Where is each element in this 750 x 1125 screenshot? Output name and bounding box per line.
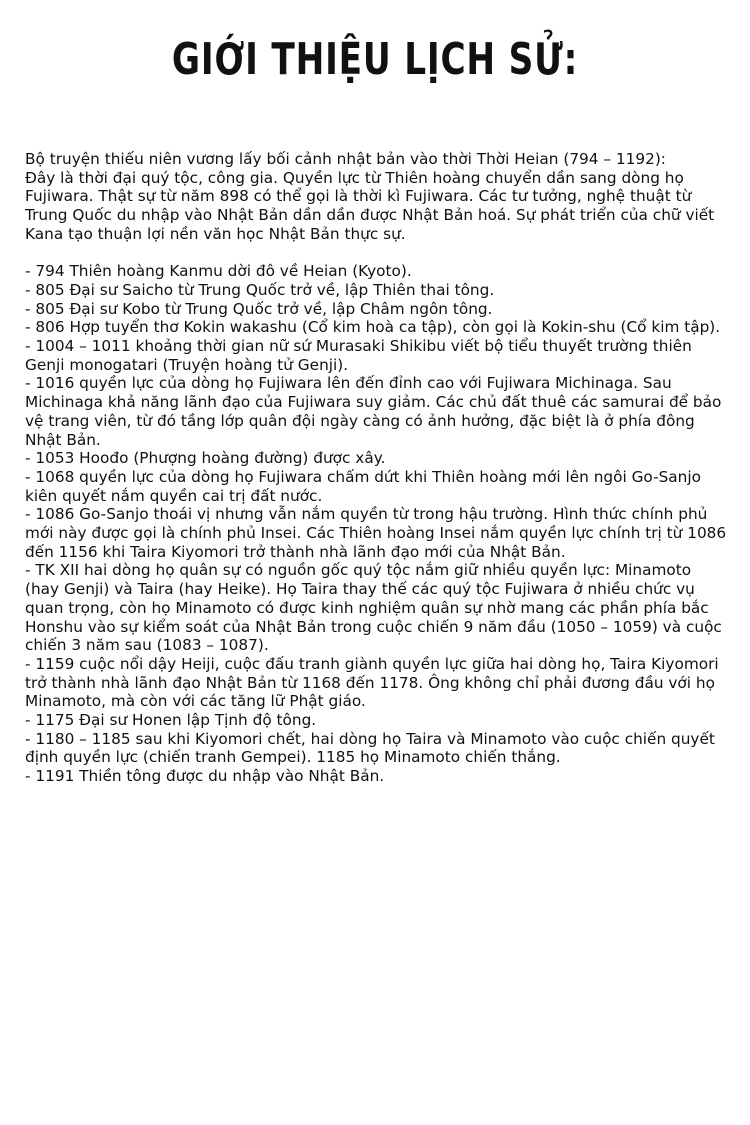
timeline-item: - 1053 Hoođo (Phượng hoàng đường) được xây. <box>25 449 386 468</box>
timeline-item: - 1068 quyền lực của dòng họ Fujiwara chấm dứt khi Thiên hoàng mới lên ngôi Go-Sanjo kiên quyết nắm quyền cai trị đất nước. <box>25 467 701 505</box>
intro-section <box>25 150 730 244</box>
timeline-list <box>25 262 730 786</box>
timeline-item: - 794 Thiên hoàng Kanmu dời đô về Heian (Kyoto). <box>25 262 412 281</box>
document-body <box>25 150 730 786</box>
timeline-item: - 1191 Thiền tông được du nhập vào Nhật Bản. <box>25 767 385 786</box>
intro-paragraph: Đây là thời đại quý tộc, công gia. Quyền lực từ Thiên hoàng chuyển dần sang dòng họ Fujiwara. Thật sự từ năm 898 có thể gọi là thời kì Fujiwara. Các tư tưởng, nghệ thuật từ Trung Quốc du nhập vào Nhật Bản dần dần được Nhật Bản hoá. Sự phát triển của chữ viết Kana tạo thuận lợi nền văn học Nhật Bản thực sự. <box>25 168 715 243</box>
page-title: GIỚI THIỆU LỊCH SỬ: <box>171 34 579 85</box>
timeline-item: - 1175 Đại sư Honen lập Tịnh độ tông. <box>25 711 317 730</box>
timeline-item: - 1180 – 1185 sau khi Kiyomori chết, hai dòng họ Taira và Minamoto vào cuộc chiến quyết định quyền lực (chiến tranh Gempei). 1185 họ Minamoto chiến thắng. <box>25 729 715 767</box>
timeline-item: - 1159 cuộc nổi dậy Heiji, cuộc đấu tranh giành quyền lực giữa hai dòng họ, Taira Kiyomori trở thành nhà lãnh đạo Nhật Bản từ 1168 đến 1178. Ông không chỉ phải đương đầu với họ Minamoto, mà còn với các tăng lữ Phật giáo. <box>25 654 719 711</box>
timeline-item: - 805 Đại sư Saicho từ Trung Quốc trở về, lập Thiên thai tông. <box>25 280 495 299</box>
timeline-item: - TK XII hai dòng họ quân sự có nguồn gốc quý tộc nắm giữ nhiều quyền lực: Minamoto (hay Genji) và Taira (hay Heike). Họ Taira thay thế các quý tộc Fujiwara ở nhiều chức vụ quan trọng, còn họ Minamoto có được kinh nghiệm quân sự nhờ mang các phần phía bắc Honshu vào sự kiểm soát của Nhật Bản trong cuộc chiến 9 năm đầu (1050 – 1059) và cuộc chiến 3 năm sau (1083 – 1087). <box>25 561 722 655</box>
timeline-item: - 1004 – 1011 khoảng thời gian nữ sứ Murasaki Shikibu viết bộ tiểu thuyết trường thiên Genji monogatari (Truyện hoàng tử Genji). <box>25 337 692 374</box>
timeline-item: - 1086 Go-Sanjo thoái vị nhưng vẫn nắm quyền từ trong hậu trường. Hình thức chính phủ mới này được gọi là chính phủ Insei. Các Thiên hoàng Insei nắm quyền lực chính trị từ 1086 đến 1156 khi Taira Kiyomori trở thành nhà lãnh đạo mới của Nhật Bản. <box>25 505 727 561</box>
timeline-item: - 805 Đại sư Kobo từ Trung Quốc trở về, lập Châm ngôn tông. <box>25 299 493 318</box>
timeline-item: - 1016 quyền lực của dòng họ Fujiwara lên đến đỉnh cao với Fujiwara Michinaga. Sau Michinaga khả năng lãnh đạo của Fujiwara suy giảm. Các chủ đất thuê các samurai để bảo vệ trang viên, từ đó tầng lớp quân đội ngày càng có ảnh hưởng, đặc biệt là ở phía đông Nhật Bản. <box>25 374 722 449</box>
timeline-item: - 806 Hợp tuyển thơ Kokin wakashu (Cổ kim hoà ca tập), còn gọi là Kokin-shu (Cổ kim tập). <box>25 318 721 337</box>
intro-paragraph: Bộ truyện thiếu niên vương lấy bối cảnh nhật bản vào thời Thời Heian (794 – 1192): <box>25 150 666 168</box>
